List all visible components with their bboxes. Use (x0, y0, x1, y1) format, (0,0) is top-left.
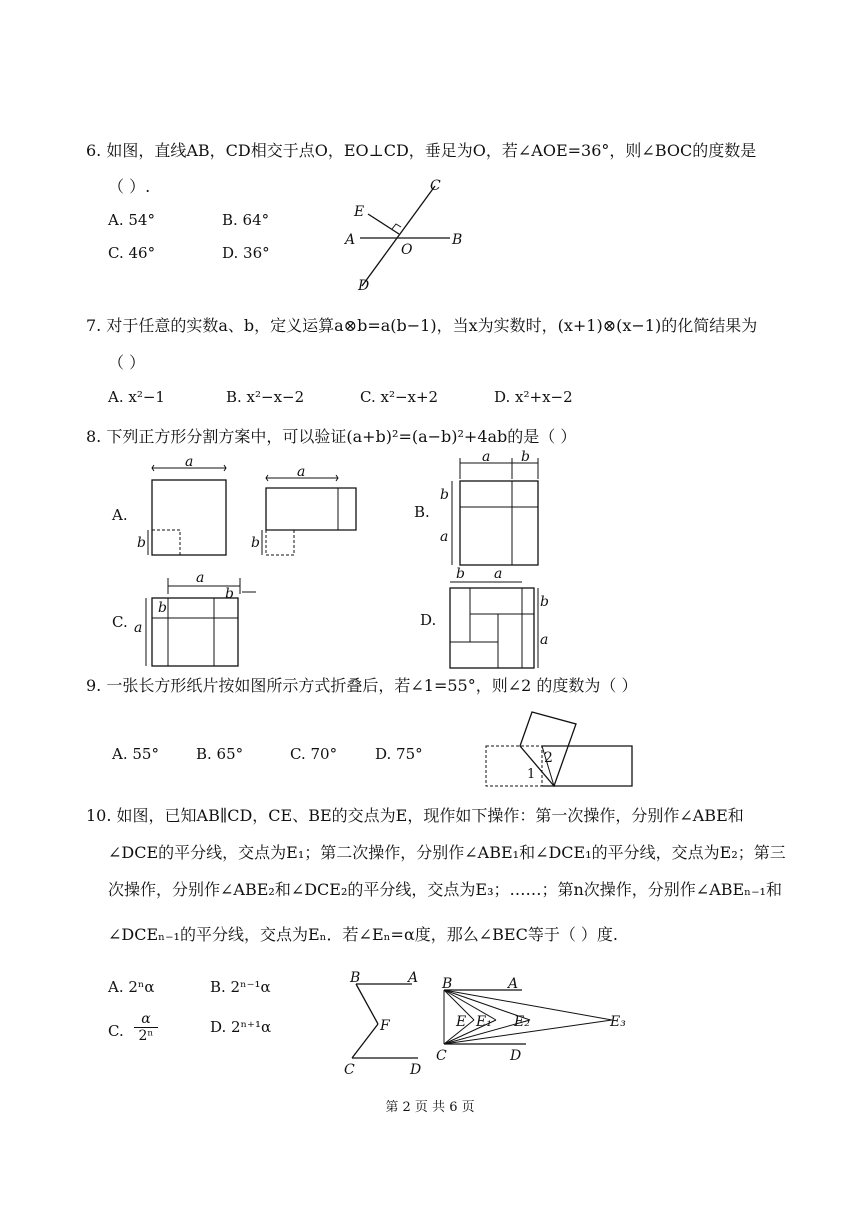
q10f2-label-b: B (442, 976, 453, 992)
q6-label-d: D (358, 278, 370, 294)
q6-figure (340, 178, 470, 293)
q9-angle-2: 2 (544, 750, 553, 766)
q6-option-a: A. 54° (108, 211, 155, 229)
q6-label-b: B (452, 232, 463, 248)
q8-figure-b (438, 449, 548, 570)
q10-figure-1 (340, 966, 440, 1078)
q9-option-b: B. 65° (196, 745, 244, 763)
q10-option-d: D. 2ⁿ⁺¹α (210, 1018, 272, 1036)
q10-option-a: A. 2ⁿα (108, 978, 155, 996)
q9-option-d: D. 75° (375, 745, 423, 763)
q8-figure-d (440, 566, 555, 675)
q9-option-c: C. 70° (290, 745, 338, 763)
q7-option-d: D. x²+x−2 (494, 388, 573, 406)
q6-label-o: O (401, 242, 413, 258)
q8d-label-a2: a (540, 632, 549, 648)
q7-option-b: B. x²−x−2 (226, 388, 305, 406)
q8b-label-a2: a (440, 529, 449, 545)
q10f2-label-a: A (508, 976, 519, 992)
q8a-label-b: b (137, 535, 146, 551)
q10f2-label-d: D (510, 1048, 522, 1064)
q8c-label-a: a (196, 570, 205, 586)
q10f2-label-e2: E₂ (514, 1014, 530, 1030)
q6-option-d: D. 36° (222, 244, 270, 262)
q9-stem: 9. 一张长方形纸片按如图所示方式折叠后，若∠1=55°，则∠2 的度数为（ ） (86, 676, 638, 695)
q10-option-c-numerator: α (141, 1011, 151, 1027)
q10-line-1: 10. 如图，已知AB∥CD，CE、BE的交点为E，现作如下操作：第一次操作，分别作∠ABE和 (86, 806, 744, 825)
q9-figure (484, 708, 639, 788)
q10f1-label-f: F (380, 1018, 390, 1034)
q6-label-e: E (354, 204, 365, 220)
q8d-label-b: b (456, 566, 465, 582)
q10f1-label-b: B (350, 970, 361, 986)
q7-answer-paren: （ ） (108, 353, 146, 372)
q6-label-c: C (430, 178, 441, 194)
q10f2-label-e: E (456, 1014, 467, 1030)
q10-figure-2 (434, 970, 634, 1065)
q10f2-label-e1: E₁ (476, 1014, 492, 1030)
q8-figure-a (130, 454, 370, 565)
q8b-label-a: a (482, 449, 491, 465)
q10-line-4: ∠DCEₙ₋₁的平分线，交点为Eₙ．若∠Eₙ=α度，那么∠BEC等于（ ）度. (108, 925, 619, 944)
page-footer: 第 2 页 共 6 页 (385, 1100, 475, 1115)
q6-option-c: C. 46° (108, 244, 156, 262)
q10f1-label-a: A (408, 970, 419, 986)
q10f1-label-d: D (410, 1062, 422, 1078)
q7-option-c: C. x²−x+2 (360, 388, 439, 406)
q8-option-a-label: A. (112, 506, 128, 524)
q10-option-c-denominator: 2ⁿ (134, 1027, 158, 1044)
q8c-label-b: b (158, 600, 167, 616)
q8a-label-a: a (185, 454, 194, 470)
q10f2-label-c: C (436, 1048, 447, 1064)
q10f1-label-c: C (344, 1062, 355, 1078)
q8b-label-b: b (521, 449, 530, 465)
q8d-label-b2: b (540, 594, 549, 610)
q10-option-b: B. 2ⁿ⁻¹α (210, 978, 271, 996)
q10f2-label-e3: E₃ (610, 1014, 626, 1030)
q6-label-a: A (345, 232, 356, 248)
q10-line-3: 次操作，分别作∠ABE₂和∠DCE₂的平分线，交点为E₃；……；第n次操作，分别作∠ABEₙ₋₁和 (108, 880, 782, 899)
q8-stem: 8. 下列正方形分割方案中，可以验证(a+b)²=(a−b)²+4ab的是（ ） (86, 427, 577, 446)
q10-option-c-label: C. (108, 1022, 124, 1040)
q8-option-c-label: C. (112, 613, 128, 631)
q10-option-c-fraction (134, 1011, 158, 1044)
q6-stem: 6. 如图，直线AB，CD相交于点O，EO⊥CD，垂足为O，若∠AOE=36°，则∠BOC的度数是 (86, 141, 757, 160)
q6-answer-paren: （ ）. (108, 177, 151, 196)
q8b-label-b2: b (440, 487, 449, 503)
q8-option-b-label: B. (414, 503, 430, 521)
q8c-label-b-top: b (225, 586, 234, 602)
q10-line-2: ∠DCE的平分线，交点为E₁；第二次操作，分别作∠ABE₁和∠DCE₁的平分线，交点为E₂；第三 (108, 843, 786, 862)
q7-stem: 7. 对于任意的实数a、b，定义运算a⊗b=a(b−1)，当x为实数时，(x+1)⊗(x−1)的化简结果为 (86, 316, 758, 335)
q8d-label-a: a (494, 566, 503, 582)
q6-option-b: B. 64° (222, 211, 270, 229)
q8a2-label-b: b (251, 535, 260, 551)
q9-option-a: A. 55° (112, 745, 159, 763)
q8-option-d-label: D. (420, 611, 437, 629)
q9-angle-1: 1 (527, 767, 536, 782)
q8a2-label-a: a (297, 464, 306, 480)
q7-option-a: A. x²−1 (108, 388, 165, 406)
q8c-label-a2: a (134, 620, 143, 636)
q8-figure-c (130, 570, 265, 670)
